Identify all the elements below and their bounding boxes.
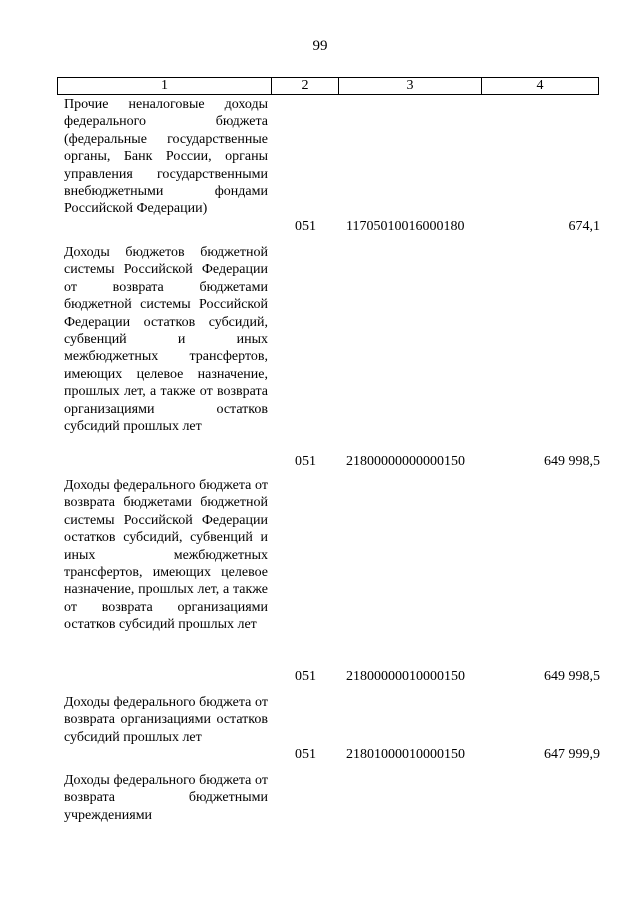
row-amount: 649 998,5 xyxy=(544,669,600,684)
row-name: Прочие неналоговые доходы федерального бюджета (федеральные государственные органы, Банк России, органы управления государственными внебюджетными фондами Российской Федерации) xyxy=(64,97,268,217)
header-col-1: 1 xyxy=(58,78,272,94)
row-name: Доходы федерального бюджета от возврата организациями остатков субсидий прошлых лет xyxy=(64,695,268,745)
row-budget-code: 21800000000000150 xyxy=(346,454,465,469)
row-name: Доходы федерального бюджета от возврата бюджетами бюджетной системы Российской Федерации остатков субсидий, субвенций и иных межбюджетных трансфертов, имеющих целевое назначение, прошлых лет, а также от возврата организациями остатков субсидий прошлых лет xyxy=(64,478,268,633)
table-header xyxy=(57,77,599,95)
row-amount: 674,1 xyxy=(568,219,600,234)
row-name: Доходы бюджетов бюджетной системы Российской Федерации от возврата бюджетами бюджетной системы Российской Федерации остатков субсидий, субвенций и иных межбюджетных трансфертов, имеющих целевое назначение, прошлых лет, а также от возврата организациями остатков субсидий прошлых лет xyxy=(64,245,268,435)
row-budget-code: 21801000010000150 xyxy=(346,747,465,762)
page-number: 99 xyxy=(312,38,328,54)
header-col-3: 3 xyxy=(339,78,482,94)
row-amount: 649 998,5 xyxy=(544,454,600,469)
row-amount: 647 999,9 xyxy=(544,747,600,762)
row-admin-code: 051 xyxy=(295,669,316,684)
row-admin-code: 051 xyxy=(295,219,316,234)
header-col-2: 2 xyxy=(272,78,339,94)
row-budget-code: 21800000010000150 xyxy=(346,669,465,684)
row-budget-code: 11705010016000180 xyxy=(346,219,465,234)
row-admin-code: 051 xyxy=(295,454,316,469)
row-admin-code: 051 xyxy=(295,747,316,762)
row-name: Доходы федерального бюджета от возврата бюджетными учреждениями xyxy=(64,773,268,823)
header-col-4: 4 xyxy=(536,78,544,93)
